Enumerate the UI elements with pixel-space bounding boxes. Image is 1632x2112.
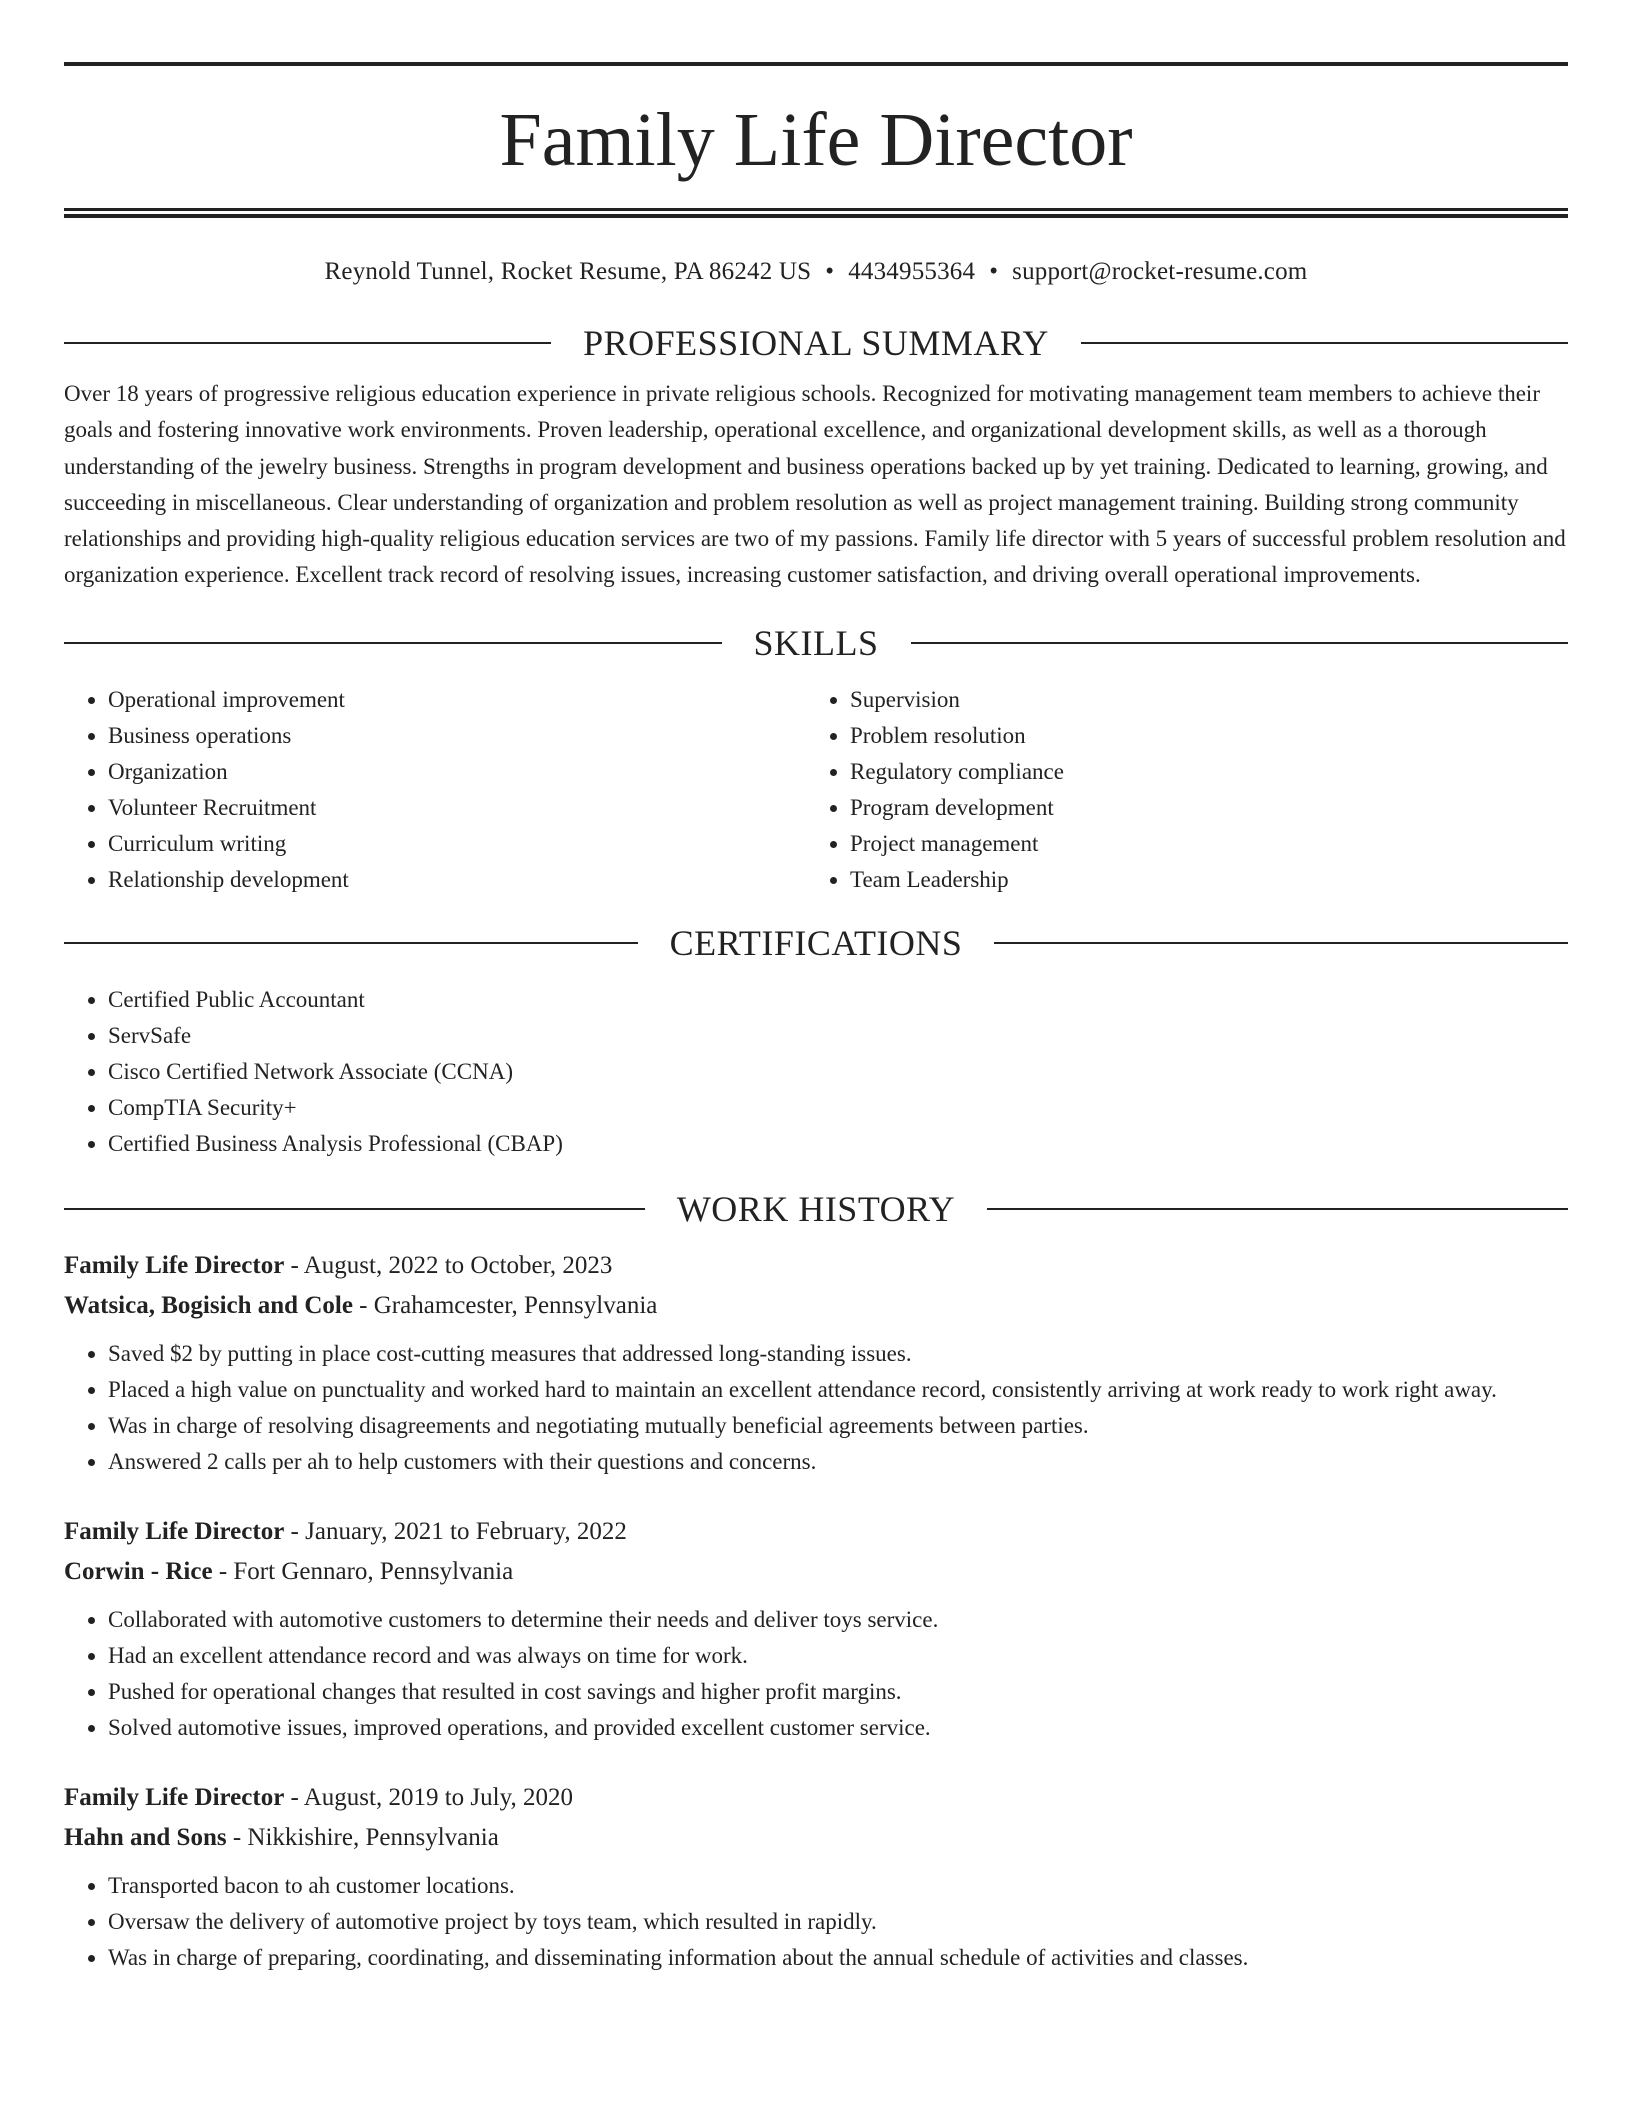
- section-header-work-history: [64, 1186, 1568, 1232]
- skill-item: • Relationship development: [108, 862, 806, 898]
- certifications-list: [64, 982, 1568, 1162]
- contact-email: support@rocket-resume.com: [1012, 258, 1308, 285]
- certification-item: • Certified Business Analysis Professional (CBAP): [108, 1126, 1568, 1162]
- job-company: Corwin - Rice: [64, 1557, 213, 1585]
- skill-item: • Problem resolution: [850, 718, 1548, 754]
- certification-item: • Cisco Certified Network Associate (CCNA): [108, 1054, 1568, 1090]
- section-rule: [911, 642, 1569, 644]
- section-rule: [994, 942, 1568, 944]
- skills-list: [64, 682, 1568, 898]
- section-header-skills: [64, 620, 1568, 666]
- job-bullet: • Was in charge of preparing, coordinating, and disseminating information about the annual schedule of activities and classes.: [108, 1940, 1568, 1976]
- job-company: Hahn and Sons: [64, 1823, 227, 1851]
- certification-item: • ServSafe: [108, 1018, 1568, 1054]
- section-title: CERTIFICATIONS: [669, 922, 963, 963]
- title-double-rule: [64, 208, 1568, 218]
- section-rule: [64, 1208, 645, 1210]
- section-rule: [64, 342, 551, 344]
- job-bullet: • Placed a high value on punctuality and worked hard to maintain an excellent attendance record, consistently arriving at work ready to work right away.: [108, 1372, 1568, 1408]
- job-dates: - January, 2021 to February, 2022: [284, 1517, 627, 1545]
- section-title: PROFESSIONAL SUMMARY: [583, 323, 1049, 363]
- section-header-certifications: [64, 920, 1568, 966]
- skill-item: • Regulatory compliance: [850, 754, 1548, 790]
- job-bullet: • Pushed for operational changes that resulted in cost savings and higher profit margins.: [108, 1674, 1568, 1710]
- section-rule: [1081, 342, 1568, 344]
- job-company: Watsica, Bogisich and Cole: [64, 1291, 353, 1319]
- job-bullet: • Solved automotive issues, improved operations, and provided excellent customer service.: [108, 1710, 1568, 1746]
- certification-item: • Certified Public Accountant: [108, 982, 1568, 1018]
- job-company-line: [64, 1286, 1568, 1326]
- job-title-line: [64, 1512, 1568, 1552]
- job-title-line: [64, 1778, 1568, 1818]
- skill-item: • Operational improvement: [108, 682, 806, 718]
- job-entry: [64, 1246, 1568, 1480]
- section-rule: [64, 942, 638, 944]
- job-dates: - August, 2022 to October, 2023: [284, 1251, 613, 1279]
- job-bullet: • Transported bacon to ah customer locations.: [108, 1868, 1568, 1904]
- job-location: - Nikkishire, Pennsylvania: [226, 1823, 499, 1851]
- job-role: Family Life Director: [64, 1517, 285, 1545]
- skill-item: • Program development: [850, 790, 1548, 826]
- job-location: - Fort Gennaro, Pennsylvania: [212, 1557, 514, 1585]
- section-title: WORK HISTORY: [676, 1188, 956, 1229]
- job-company-line: [64, 1552, 1568, 1592]
- certification-item: • CompTIA Security+: [108, 1090, 1568, 1126]
- job-bullet: • Collaborated with automotive customers to determine their needs and deliver toys service.: [108, 1602, 1568, 1638]
- contact-separator: •: [825, 258, 835, 285]
- skill-item: • Project management: [850, 826, 1548, 862]
- job-location: - Grahamcester, Pennsylvania: [352, 1291, 658, 1319]
- section-header-summary: [64, 320, 1568, 366]
- job-dates: - August, 2019 to July, 2020: [284, 1783, 573, 1811]
- work-history-list: [64, 1246, 1568, 1976]
- contact-line: [64, 254, 1568, 290]
- job-bullet: • Had an excellent attendance record and was always on time for work.: [108, 1638, 1568, 1674]
- skill-item: • Business operations: [108, 718, 806, 754]
- section-rule: [64, 642, 722, 644]
- job-bullet: • Saved $2 by putting in place cost-cutting measures that addressed long-standing issues.: [108, 1336, 1568, 1372]
- contact-separator: •: [989, 258, 999, 285]
- skill-item: • Supervision: [850, 682, 1548, 718]
- contact-address: Reynold Tunnel, Rocket Resume, PA 86242 US: [324, 258, 812, 285]
- job-title-line: [64, 1246, 1568, 1286]
- skill-item: • Team Leadership: [850, 862, 1548, 898]
- job-bullet: • Answered 2 calls per ah to help customers with their questions and concerns.: [108, 1444, 1568, 1480]
- skill-item: • Organization: [108, 754, 806, 790]
- page-title: Family Life Director: [499, 98, 1133, 182]
- contact-phone: 4434955364: [848, 258, 976, 285]
- job-entry: [64, 1778, 1568, 1976]
- skills-column-right: [806, 682, 1548, 898]
- job-company-line: [64, 1818, 1568, 1858]
- section-title: SKILLS: [753, 622, 879, 663]
- job-bullet: • Was in charge of resolving disagreements and negotiating mutually beneficial agreements between parties.: [108, 1408, 1568, 1444]
- skills-column-left: [64, 682, 806, 898]
- job-entry: [64, 1512, 1568, 1746]
- section-rule: [987, 1208, 1568, 1210]
- job-role: Family Life Director: [64, 1783, 285, 1811]
- skill-item: • Curriculum writing: [108, 826, 806, 862]
- summary-text: Over 18 years of progressive religious education experience in private religious schools. Recognized for motivating management team members to achieve their goals and fostering innovative work environments. Proven leadership, operational excellence, and organizational development skills, as well as a thorough understanding of the jewelry business. Strengths in program development and business operations backed up by yet training. Dedicated to learning, growing, and succeeding in miscellaneous. Clear understanding of organization and problem resolution as well as project management training. Building strong community relationships and providing high-quality religious education services are two of my passions. Family life director with 5 years of successful problem resolution and organization experience. Excellent track record of resolving issues, increasing customer satisfaction, and driving overall operational improvements.: [64, 381, 1566, 588]
- skill-item: • Volunteer Recruitment: [108, 790, 806, 826]
- job-bullet: • Oversaw the delivery of automotive project by toys team, which resulted in rapidly.: [108, 1904, 1568, 1940]
- job-role: Family Life Director: [64, 1251, 285, 1279]
